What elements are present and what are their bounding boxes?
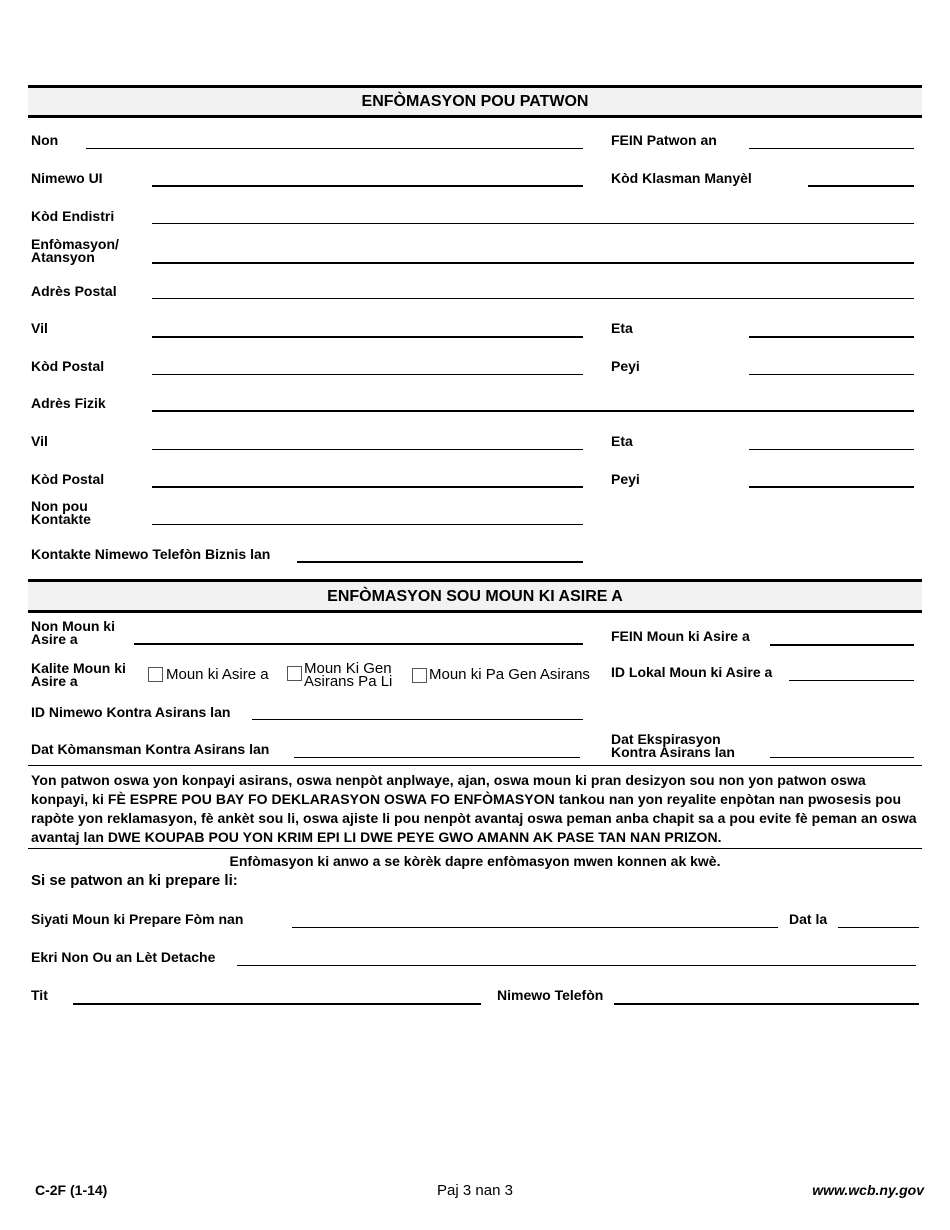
industry-code-field[interactable] (152, 223, 914, 224)
print-name-field[interactable] (237, 965, 916, 966)
insured-option-label: Moun ki Asire a (166, 666, 269, 683)
preparer-title-label: Tit (31, 987, 48, 1003)
state2-field[interactable] (749, 449, 914, 450)
city2-label: Vil (31, 433, 48, 449)
state-label: Eta (611, 320, 633, 336)
physical-address-field[interactable] (152, 410, 914, 412)
ui-number-field[interactable] (152, 185, 583, 187)
state2-label: Eta (611, 433, 633, 449)
contact-name-field[interactable] (152, 524, 583, 525)
fein-field[interactable] (749, 148, 914, 149)
insurer-type-label-line2: Asire a (31, 673, 78, 689)
policy-id-label: ID Nimewo Kontra Asirans lan (31, 704, 231, 720)
self-insured-option-line1: Moun Ki Gen (304, 660, 392, 677)
form-id: C-2F (1-14) (35, 1182, 108, 1198)
expiration-label-line1: Dat Ekspirasyon (611, 731, 721, 747)
preparer-date-field[interactable] (838, 927, 919, 928)
city2-field[interactable] (152, 449, 583, 450)
name-field[interactable] (86, 148, 583, 149)
city-field[interactable] (152, 336, 583, 338)
manual-class-code-field[interactable] (808, 185, 914, 187)
local-id-label: ID Lokal Moun ki Asire a (611, 664, 773, 680)
fein-label: FEIN Patwon an (611, 132, 717, 148)
country-field[interactable] (749, 374, 914, 375)
contact-name-label-line2: Kontakte (31, 511, 91, 527)
preparer-signature-field[interactable] (292, 927, 778, 928)
expiration-field[interactable] (770, 757, 914, 758)
insurer-fein-field[interactable] (770, 644, 914, 646)
uninsured-checkbox[interactable] (412, 668, 427, 683)
insurer-section-title: ENFÒMASYON SOU MOUN KI ASIRE A (327, 588, 623, 605)
insured-checkbox[interactable] (148, 667, 163, 682)
preparer-phone-label: Nimewo Telefòn (497, 987, 604, 1003)
insurer-section-header (28, 579, 922, 613)
insurer-type-label-line1: Kalite Moun ki (31, 660, 126, 676)
contact-phone-label: Kontakte Nimewo Telefòn Biznis lan (31, 546, 271, 562)
attention-label-line2: Atansyon (31, 249, 95, 265)
state-field[interactable] (749, 336, 914, 338)
city-label: Vil (31, 320, 48, 336)
print-name-label: Ekri Non Ou an Lèt Detache (31, 949, 216, 965)
contact-name-label-line1: Non pou (31, 498, 88, 514)
industry-code-label: Kòd Endistri (31, 208, 115, 224)
preparer-date-label: Dat la (789, 911, 828, 927)
self-insured-option-line2: Asirans Pa Li (304, 673, 393, 690)
policy-id-field[interactable] (252, 719, 583, 720)
mailing-address-label: Adrès Postal (31, 283, 117, 299)
preparer-title-field[interactable] (73, 1003, 481, 1005)
uninsured-option-label: Moun ki Pa Gen Asirans (429, 666, 590, 683)
preparer-heading: Si se patwon an ki prepare li: (31, 872, 238, 889)
page-number: Paj 3 nan 3 (437, 1182, 513, 1199)
insurer-name-label-line1: Non Moun ki (31, 618, 115, 634)
preparer-phone-field[interactable] (614, 1003, 919, 1005)
divider-top (28, 765, 922, 766)
certification-text: Enfòmasyon ki anwo a se kòrèk dapre enfòmasyon mwen konnen ak kwè. (229, 853, 721, 869)
attention-field[interactable] (152, 262, 914, 264)
zip-label: Kòd Postal (31, 358, 105, 374)
employer-section-header (28, 85, 922, 118)
policy-start-label: Dat Kòmansman Kontra Asirans lan (31, 741, 270, 757)
mailing-address-field[interactable] (152, 298, 914, 299)
attention-label-line1: Enfòmasyon/ (31, 236, 119, 252)
manual-class-code-label: Kòd Klasman Manyèl (611, 170, 752, 186)
insurer-name-field[interactable] (134, 643, 583, 645)
insurer-name-label-line2: Asire a (31, 631, 78, 647)
local-id-field[interactable] (789, 680, 914, 681)
insurer-fein-label: FEIN Moun ki Asire a (611, 628, 750, 644)
divider-bottom (28, 848, 922, 849)
employer-section-title: ENFÒMASYON POU PATWON (361, 93, 589, 110)
policy-start-field[interactable] (294, 757, 580, 758)
country-label: Peyi (611, 358, 640, 374)
contact-phone-field[interactable] (297, 561, 583, 563)
self-insured-checkbox[interactable] (287, 666, 302, 681)
zip-field[interactable] (152, 374, 583, 375)
country2-field[interactable] (749, 486, 914, 488)
name-label: Non (31, 132, 59, 148)
zip2-field[interactable] (152, 486, 583, 488)
website-url: www.wcb.ny.gov (812, 1182, 924, 1198)
preparer-signature-label: Siyati Moun ki Prepare Fòm nan (31, 911, 244, 927)
fraud-statement: Yon patwon oswa yon konpayi asirans, oswa nenpòt anplwaye, ajan, oswa moun ki pran desizyon sou non yon patwon oswa konpayi, ki FÈ ESPRE POU BAY FO DEKLARASYON OSWA FO ENFÒMASYON tankou nan yon reyalite enpòtan nan pwosesis pou rapòte yon reklamasyon, fè ankèt sou li, oswa ajiste li pou nenpòt avantaj oswa peman anba chapit sa a pou evite fè peman an oswa avantaj lan DWE KOUPAB POU YON KRIM EPI LI DWE PEYE GWO AMANN AK PASE TAN NAN PRIZON. (31, 772, 917, 845)
physical-address-label: Adrès Fizik (31, 395, 106, 411)
expiration-label-line2: Kontra Asirans lan (611, 744, 735, 760)
zip2-label: Kòd Postal (31, 471, 105, 487)
country2-label: Peyi (611, 471, 640, 487)
ui-number-label: Nimewo UI (31, 170, 103, 186)
